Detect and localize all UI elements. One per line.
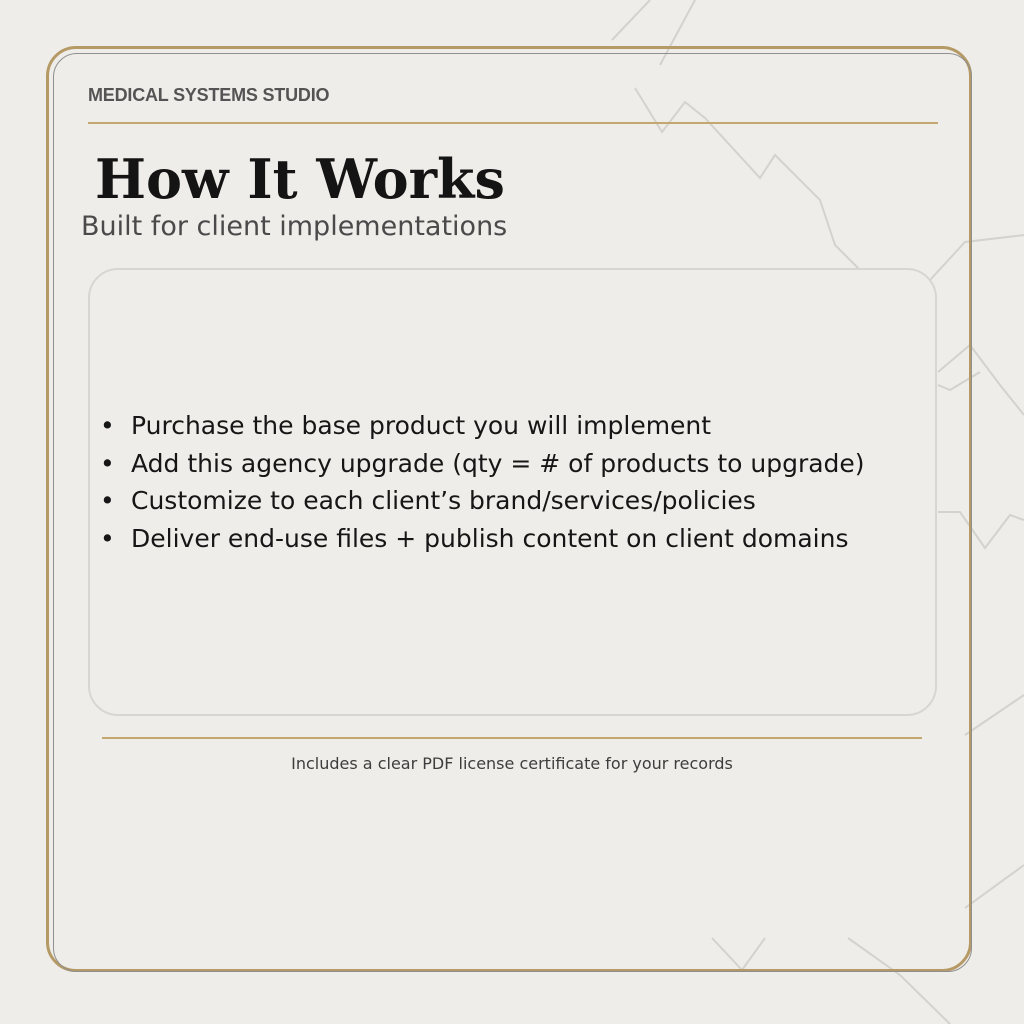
- bullet-icon: •: [100, 523, 115, 553]
- list-item: [100, 407, 865, 445]
- page-subtitle: Built for client implementations: [81, 211, 508, 242]
- list-item: [100, 445, 865, 483]
- bullet-icon: •: [100, 411, 115, 440]
- page-title: How It Works: [95, 147, 505, 211]
- steps-list: [100, 407, 865, 557]
- step-text: Deliver end-use files + publish content on client domains: [131, 523, 849, 553]
- step-text: Customize to each client’s brand/services/policies: [131, 486, 756, 515]
- bullet-icon: •: [100, 448, 115, 478]
- step-text: Purchase the base product you will implement: [131, 411, 712, 440]
- footer-divider: [102, 737, 922, 739]
- step-text: Add this agency upgrade (qty = # of products to upgrade): [131, 448, 865, 478]
- header-divider: [88, 122, 938, 124]
- list-item: [100, 482, 865, 520]
- brand-name: MEDICAL SYSTEMS STUDIO: [88, 85, 330, 105]
- bullet-icon: •: [100, 486, 115, 515]
- list-item: [100, 520, 865, 558]
- license-note: Includes a clear PDF license certificate for your records: [291, 754, 733, 773]
